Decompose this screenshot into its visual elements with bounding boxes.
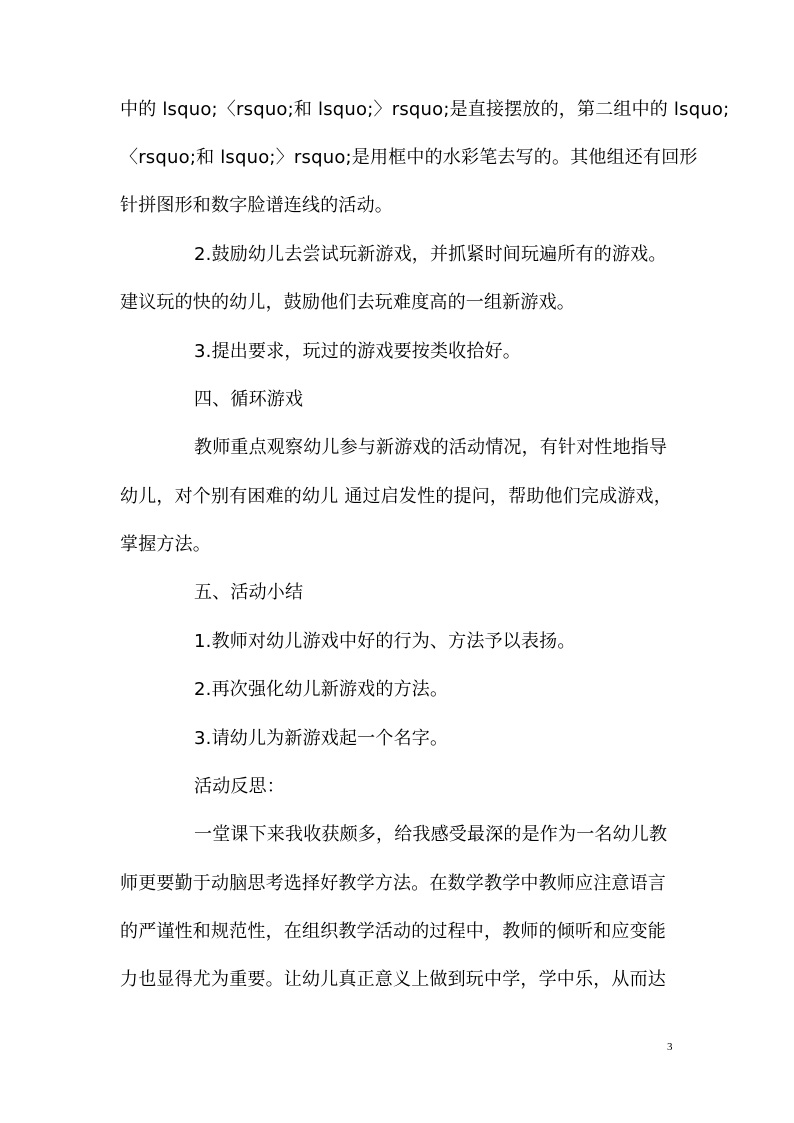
- section-heading: 活动反思：: [194, 776, 285, 797]
- text-line: 一堂课下来我收获颇多，给我感受最深的是作为一名幼儿教: [194, 824, 668, 845]
- text-line: 力也显得尤为重要。让幼儿真正意义上做到玩中学，学中乐，从而达: [120, 969, 666, 990]
- text-line: 建议玩的快的幼儿，鼓励他们去玩难度高的一组新游戏。: [120, 292, 575, 313]
- text-line: 针拼图形和数字脸谱连线的活动。: [120, 195, 393, 216]
- text-line: 的严谨性和规范性，在组织教学活动的过程中，教师的倾听和应变能: [120, 921, 666, 942]
- text-line: 3.提出要求，玩过的游戏要按类收拾好。: [194, 341, 521, 362]
- text-line: 中的 lsquo;〈rsquo;和 lsquo;〉rsquo;是直接摆放的，第二组中的 lsquo;: [120, 99, 730, 120]
- text-line: 幼儿，对个别有困难的幼儿 通过启发性的提问，帮助他们完成游戏，: [120, 486, 672, 507]
- page-number: 3: [667, 1041, 673, 1053]
- text-line: 掌握方法。: [120, 534, 211, 555]
- text-line: 教师重点观察幼儿参与新游戏的活动情况，有针对性地指导: [194, 437, 668, 458]
- text-line: 师更要勤于动脑思考选择好教学方法。在数学教学中教师应注意语言: [120, 873, 666, 894]
- text-line: 1.教师对幼儿游戏中好的行为、方法予以表扬。: [194, 631, 576, 652]
- text-line: 3.请幼儿为新游戏起一个名字。: [194, 728, 449, 749]
- text-line: 2.再次强化幼儿新游戏的方法。: [194, 679, 449, 700]
- text-line: 〈rsquo;和 lsquo;〉rsquo;是用框中的水彩笔去写的。其他组还有回形: [120, 147, 698, 168]
- text-line: 2.鼓励幼儿去尝试玩新游戏，并抓紧时间玩遍所有的游戏。: [194, 244, 667, 265]
- section-heading: 五、活动小结: [194, 582, 304, 603]
- section-heading: 四、循环游戏: [194, 389, 304, 410]
